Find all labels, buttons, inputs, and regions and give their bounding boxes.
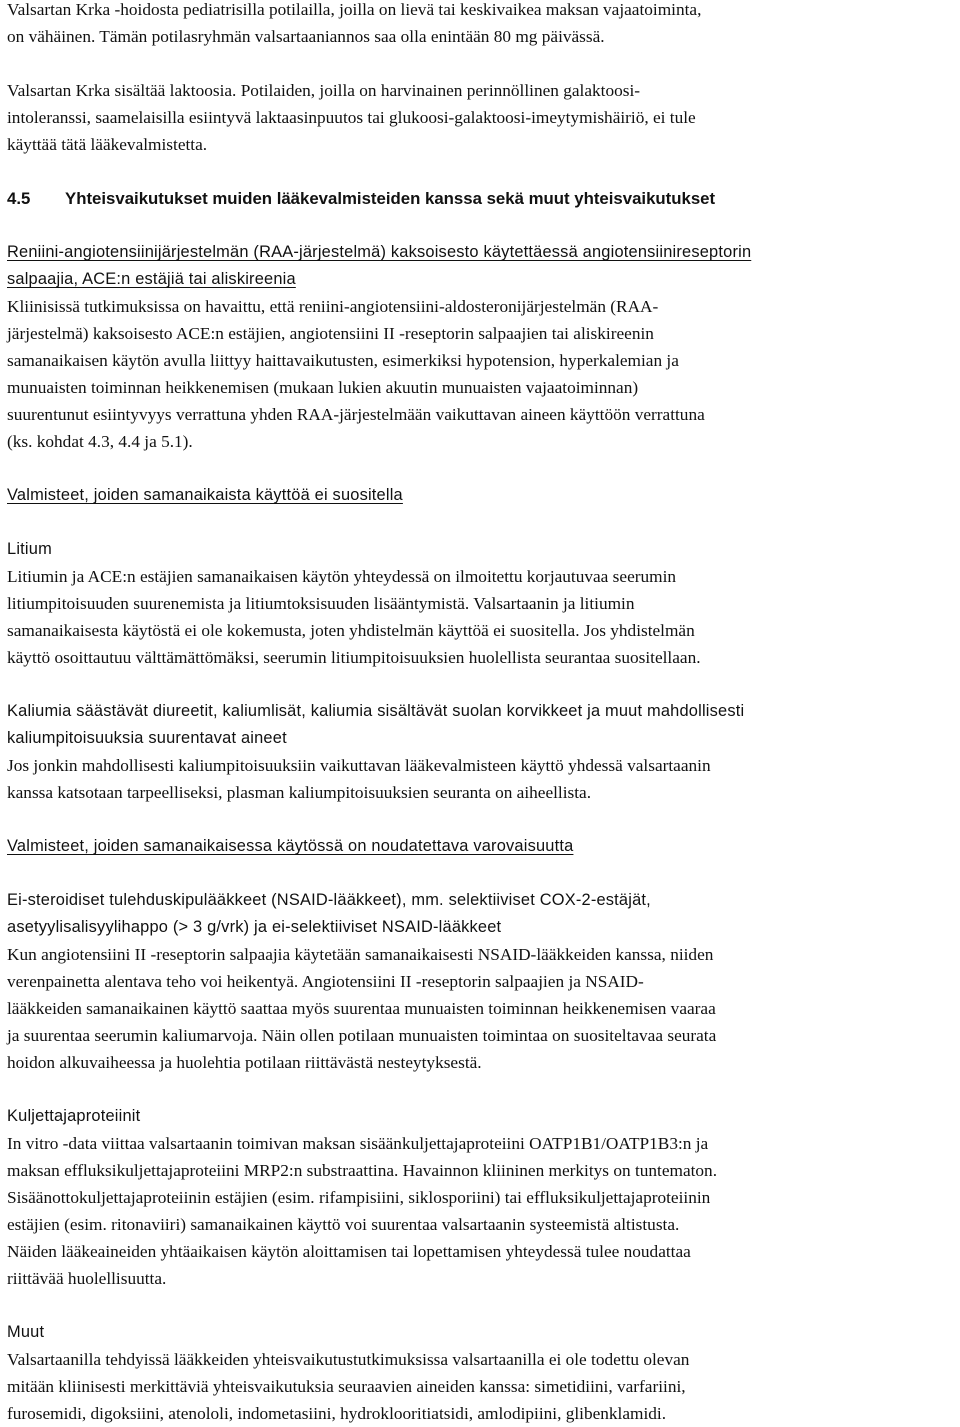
paragraph-line: Jos jonkin mahdollisesti kaliumpitoisuuksiin vaikuttavan lääkevalmisteen käyttö yhdessä valsartaanin <box>7 756 711 775</box>
paragraph-line: verenpainetta alentava teho voi heikentyä. Angiotensiini II -reseptorin salpaajien ja NSAID- <box>7 972 644 991</box>
paragraph-line: ja suurentaa seerumin kaliumarvoja. Näin ollen potilaan munuaisten toimintaa on suositeltavaa seurata <box>7 1026 717 1045</box>
paragraph-line: kanssa katsotaan tarpeelliseksi, plasman kaliumpitoisuuksien seuranta on aiheellista. <box>7 783 592 802</box>
paragraph-line: lääkkeiden samanaikainen käyttö saattaa myös suurentaa munuaisten toiminnan heikkenemisen vaaraa <box>7 999 716 1018</box>
paragraph-line: käyttö osoittautuu välttämättömäksi, seerumin litiumpitoisuuksien huolellista seurantaa suositellaan. <box>7 648 701 667</box>
section-number: 4.5 <box>7 189 31 208</box>
paragraph-line: intoleranssi, saamelaisilla esiintyvä laktaasinpuutos tai glukoosi-galaktoosi-imeytymishäiriö, ei tule <box>7 108 696 127</box>
subheading <box>7 266 955 293</box>
subsection-title: Kaliumia säästävät diureetit, kaliumlisät, kaliumia sisältävät suolan korvikkeet ja muut mahdollisesti <box>7 702 745 720</box>
paragraph-line: on vähäinen. Tämän potilasryhmän valsartaaniannos saa olla enintään 80 mg päivässä. <box>7 27 605 46</box>
paragraph-line: järjestelmä) kaksoisesto ACE:n estäjien, angiotensiini II -reseptorin salpaajien tai aliskireenin <box>7 324 654 343</box>
subheading-text: Valmisteet, joiden samanaikaisessa käytössä on noudatettava varovaisuutta <box>7 837 574 855</box>
subsection-title: asetyylisalisyylihappo (> 3 g/vrk) ja ei-selektiiviset NSAID-lääkkeet <box>7 918 502 936</box>
subheading-text: salpaajia, ACE:n estäjiä tai aliskireenia <box>7 270 296 288</box>
subsection-title: kaliumpitoisuuksia suurentavat aineet <box>7 729 287 747</box>
paragraph-line: samanaikaisen käytön avulla liittyy haittavaikutusten, esimerkiksi hypotension, hyperkalemian ja <box>7 351 679 370</box>
subheading <box>7 482 955 509</box>
paragraph-line: furosemidi, digoksiini, atenololi, indometasiini, hydroklooritiatsidi, amlodipiini, glibenklamidi. <box>7 1404 667 1423</box>
paragraph-line: Kun angiotensiini II -reseptorin salpaajia käytetään samanaikaisesti NSAID-lääkkeiden kanssa, niiden <box>7 945 714 964</box>
subsection-title: Kuljettajaproteiinit <box>7 1107 141 1125</box>
paragraph-line: riittävää huolellisuutta. <box>7 1269 167 1288</box>
paragraph-line: Näiden lääkeaineiden yhtäaikaisen käytön aloittamisen tai lopettamisen yhteydessä tulee noudattaa <box>7 1242 691 1261</box>
section-title: Yhteisvaikutukset muiden lääkevalmisteiden kanssa sekä muut yhteisvaikutukset <box>65 189 716 208</box>
paragraph-line: (ks. kohdat 4.3, 4.4 ja 5.1). <box>7 432 193 451</box>
paragraph-line: hoidon alkuvaiheessa ja huolehtia potilaan riittävästä nesteytyksestä. <box>7 1053 482 1072</box>
paragraph-line: In vitro -data viittaa valsartaanin toimivan maksan sisäänkuljettajaproteiini OATP1B1/OATP1B3:n ja <box>7 1134 709 1153</box>
document-page <box>7 0 955 1427</box>
paragraph-line: Sisäänottokuljettajaproteiinin estäjien (esim. rifampisiini, siklosporiini) tai effluksikuljettajaproteiinin <box>7 1188 711 1207</box>
paragraph-line: litiumpitoisuuden suurenemista ja litiumtoksisuuden lisääntymistä. Valsartaanin ja litiumin <box>7 594 635 613</box>
subheading-text: Reniini-angiotensiinijärjestelmän (RAA-järjestelmä) kaksoisesto käytettäessä angiotensiinireseptorin <box>7 243 752 261</box>
paragraph-line: käyttää tätä lääkevalmistetta. <box>7 135 208 154</box>
paragraph-line: munuaisten toiminnan heikkenemisen (mukaan lukien akuutin munuaisten vajaatoiminnan) <box>7 378 639 397</box>
paragraph-line: estäjien (esim. ritonaviiri) samanaikainen käyttö voi suurentaa valsartaanin systeemistä altistusta. <box>7 1215 680 1234</box>
subheading-text: Valmisteet, joiden samanaikaista käyttöä ei suositella <box>7 486 403 504</box>
paragraph-line: Valsartan Krka -hoidosta pediatrisilla potilailla, joilla on lievä tai keskivaikea maksan vajaatoiminta, <box>7 0 702 19</box>
paragraph-line: Litiumin ja ACE:n estäjien samanaikaisen käytön yhteydessä on ilmoitettu korjautuvaa seerumin <box>7 567 677 586</box>
section-heading <box>7 185 955 212</box>
paragraph-line: mitään kliinisesti merkittäviä yhteisvaikutuksia seuraavien aineiden kanssa: simetidiini, varfariini, <box>7 1377 686 1396</box>
subsection-title: Muut <box>7 1323 45 1341</box>
paragraph-line: maksan effluksikuljettajaproteiini MRP2:n substraattina. Havainnon kliininen merkitys on tuntematon. <box>7 1161 718 1180</box>
paragraph-line: Valsartaanilla tehdyissä lääkkeiden yhteisvaikutustutkimuksissa valsartaanilla ei ole todettu olevan <box>7 1350 690 1369</box>
subsection-title: Ei-steroidiset tulehduskipulääkkeet (NSAID-lääkkeet), mm. selektiiviset COX-2-estäjät, <box>7 891 651 909</box>
subheading <box>7 833 955 860</box>
subheading <box>7 239 955 266</box>
subsection-title: Litium <box>7 540 52 558</box>
paragraph-line: Valsartan Krka sisältää laktoosia. Potilaiden, joilla on harvinainen perinnöllinen galaktoosi- <box>7 81 641 100</box>
paragraph-line: suurentunut esiintyvyys verrattuna yhden RAA-järjestelmään vaikuttavan aineen käyttöön verrattuna <box>7 405 705 424</box>
paragraph-line: Kliinisissä tutkimuksissa on havaittu, että reniini-angiotensiini-aldosteronijärjestelmän (RAA- <box>7 297 659 316</box>
paragraph-line: samanaikaisesta käytöstä ei ole kokemusta, joten yhdistelmän käyttöä ei suositella. Jos yhdistelmän <box>7 621 695 640</box>
